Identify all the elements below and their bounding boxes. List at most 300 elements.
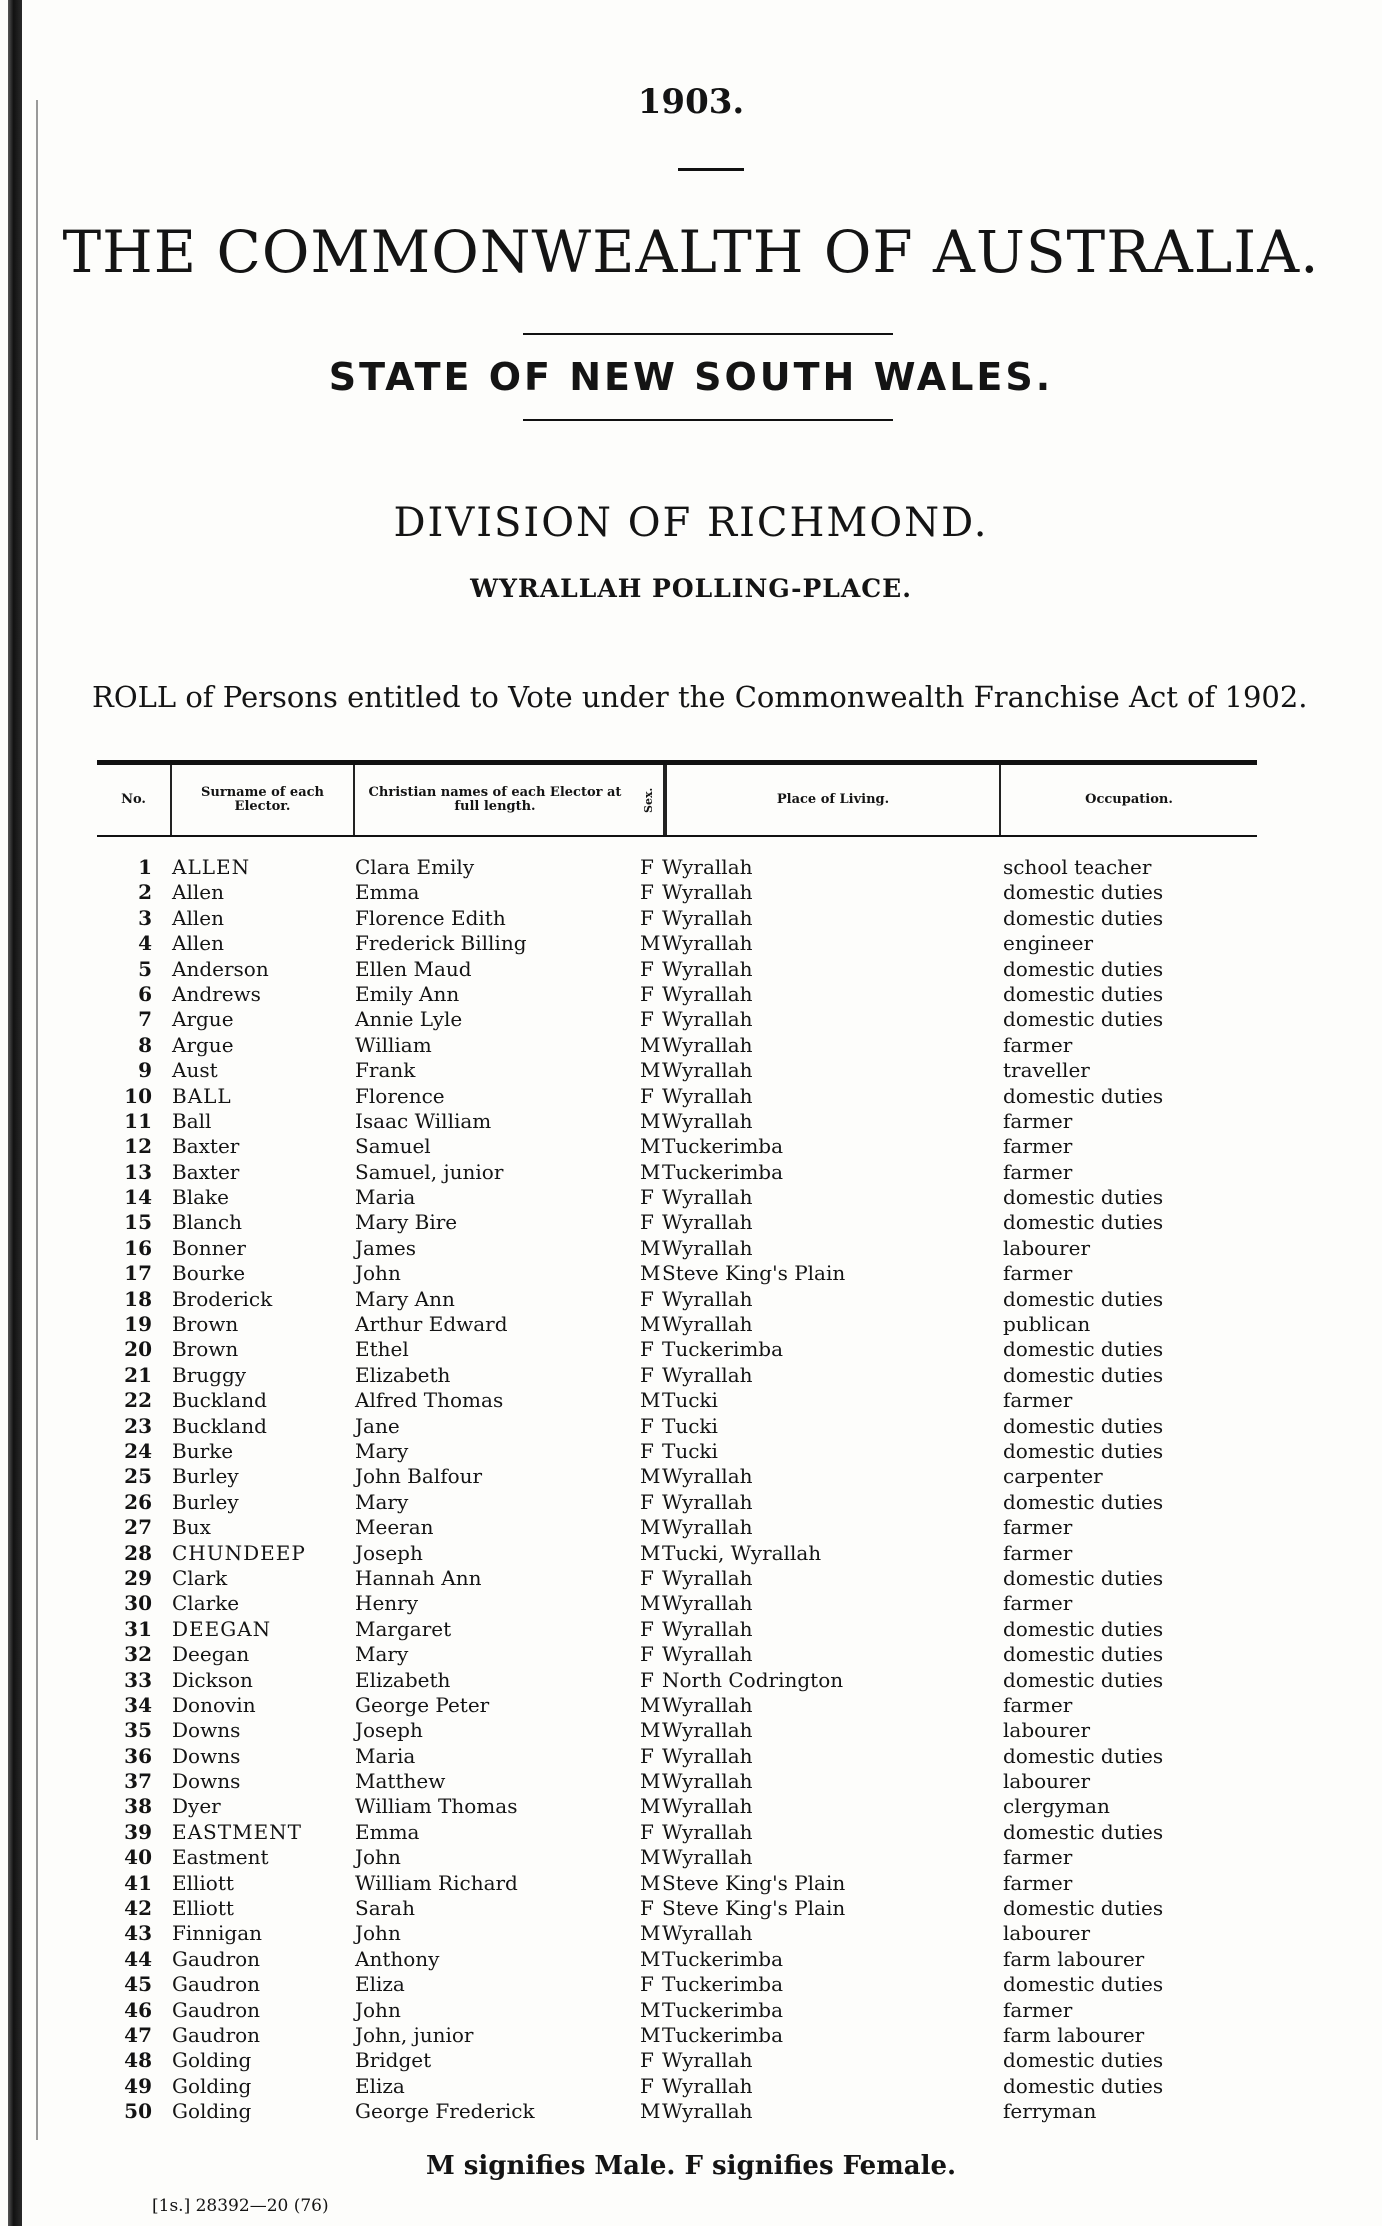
table-row	[0, 855, 1382, 880]
row-christian-names: Ellen Maud	[355, 956, 472, 981]
row-place-of-living: Wyrallah	[662, 1464, 753, 1489]
row-surname: Aust	[172, 1058, 218, 1083]
row-sex: F	[640, 1362, 654, 1387]
row-surname: Anderson	[172, 956, 269, 981]
row-christian-names: Clara Emily	[355, 855, 475, 879]
row-sex: F	[640, 1819, 654, 1844]
row-surname: Allen	[172, 880, 224, 905]
row-surname: Blake	[172, 1185, 229, 1210]
row-christian-names: Samuel, junior	[355, 1159, 504, 1184]
row-place-of-living: Steve King's Plain	[662, 1870, 846, 1895]
row-christian-names: John	[355, 1261, 401, 1286]
row-place-of-living: Tuckerimba	[662, 1134, 784, 1159]
row-no: 33	[124, 1667, 152, 1692]
row-surname: Brown	[172, 1312, 239, 1337]
row-no: 46	[124, 1997, 152, 2022]
row-no: 48	[124, 2048, 152, 2073]
table-row	[0, 1388, 1382, 1413]
row-place-of-living: Wyrallah	[662, 1210, 753, 1235]
row-surname: Elliott	[172, 1896, 234, 1921]
row-christian-names: Elizabeth	[355, 1667, 451, 1692]
row-place-of-living: Wyrallah	[662, 1489, 753, 1514]
row-place-of-living: Wyrallah	[662, 1362, 753, 1387]
table-row	[0, 906, 1382, 931]
row-surname: Brown	[172, 1337, 239, 1362]
row-no: 36	[124, 1743, 152, 1768]
row-christian-names: William Richard	[355, 1870, 518, 1895]
row-occupation: domestic duties	[1003, 880, 1164, 905]
row-christian-names: Alfred Thomas	[355, 1388, 504, 1413]
table-row	[0, 1794, 1382, 1819]
row-occupation: engineer	[1003, 931, 1094, 956]
row-occupation: domestic duties	[1003, 1185, 1164, 1210]
row-surname: Dickson	[172, 1667, 253, 1692]
row-sex: F	[640, 1489, 654, 1514]
row-no: 49	[124, 2073, 152, 2098]
row-no: 35	[124, 1718, 152, 1743]
row-surname: Downs	[172, 1769, 241, 1794]
row-place-of-living: Wyrallah	[662, 1032, 753, 1057]
row-no: 15	[124, 1210, 152, 1235]
row-place-of-living: Tuckerimba	[662, 1159, 784, 1184]
roll-title: ROLL of Persons entitled to Vote under the Commonwealth Franchise Act of 1902.	[92, 680, 1308, 714]
row-no: 44	[124, 1946, 152, 1971]
row-no: 37	[124, 1769, 152, 1794]
row-place-of-living: Wyrallah	[662, 2048, 753, 2073]
row-no: 17	[124, 1261, 152, 1286]
row-christian-names: William Thomas	[355, 1794, 518, 1819]
row-sex: M	[640, 1261, 661, 1286]
row-place-of-living: Wyrallah	[662, 855, 753, 879]
table-row	[0, 1591, 1382, 1616]
row-no: 31	[124, 1616, 152, 1641]
row-no: 10	[124, 1083, 152, 1108]
table-row	[0, 1972, 1382, 1997]
row-sex: F	[640, 1667, 654, 1692]
row-christian-names: Anthony	[355, 1946, 440, 1971]
table-row	[0, 1718, 1382, 1743]
row-place-of-living: Tuckerimba	[662, 1946, 784, 1971]
row-no: 19	[124, 1312, 152, 1337]
row-no: 26	[124, 1489, 152, 1514]
row-sex: F	[640, 1896, 654, 1921]
row-place-of-living: Wyrallah	[662, 1743, 753, 1768]
sex-legend: M signifies Male. F signifies Female.	[425, 2151, 957, 2181]
row-no: 5	[138, 956, 152, 981]
row-occupation: farmer	[1003, 1540, 1073, 1565]
row-occupation: school teacher	[1003, 855, 1152, 879]
row-place-of-living: Wyrallah	[662, 1312, 753, 1337]
row-sex: M	[640, 2099, 661, 2124]
rule-above-state	[523, 333, 893, 335]
row-occupation: farmer	[1003, 1134, 1073, 1159]
row-surname: Elliott	[172, 1870, 234, 1895]
row-occupation: farmer	[1003, 1591, 1073, 1616]
row-christian-names: Emma	[355, 880, 420, 905]
row-occupation: domestic duties	[1003, 1642, 1164, 1667]
row-sex: M	[640, 931, 661, 956]
row-no: 20	[124, 1337, 152, 1362]
row-christian-names: Mary	[355, 1438, 409, 1463]
row-occupation: domestic duties	[1003, 1896, 1164, 1921]
row-no: 25	[124, 1464, 152, 1489]
row-surname: Broderick	[172, 1286, 273, 1311]
row-surname: Ball	[172, 1108, 212, 1133]
table-row	[0, 1084, 1382, 1109]
row-occupation: domestic duties	[1003, 1438, 1164, 1463]
row-surname: Gaudron	[172, 1972, 261, 1997]
row-sex: M	[640, 1591, 661, 1616]
row-no: 16	[124, 1235, 152, 1260]
row-sex: F	[640, 880, 654, 905]
row-christian-names: Isaac William	[355, 1108, 492, 1133]
row-occupation: publican	[1003, 1312, 1091, 1337]
row-christian-names: Emma	[355, 1819, 420, 1844]
row-christian-names: Meeran	[355, 1515, 434, 1540]
row-place-of-living: Wyrallah	[662, 1845, 753, 1870]
table-row	[0, 1058, 1382, 1083]
row-christian-names: Margaret	[355, 1616, 452, 1641]
row-sex: F	[640, 981, 654, 1006]
row-place-of-living: Tuckerimba	[662, 1972, 784, 1997]
row-christian-names: Matthew	[355, 1769, 446, 1794]
row-surname: CHUNDEEP	[172, 1540, 306, 1565]
row-surname: DEEGAN	[172, 1616, 272, 1641]
table-row	[0, 1845, 1382, 1870]
row-surname: ALLEN	[172, 855, 251, 879]
row-place-of-living: Wyrallah	[662, 1921, 753, 1946]
row-place-of-living: Wyrallah	[662, 931, 753, 956]
row-sex: M	[640, 2022, 661, 2047]
rule-under-year	[678, 168, 744, 171]
row-place-of-living: Wyrallah	[662, 1794, 753, 1819]
row-place-of-living: Wyrallah	[662, 1108, 753, 1133]
table-row	[0, 1998, 1382, 2023]
table-row	[0, 1744, 1382, 1769]
row-christian-names: Eliza	[355, 1972, 405, 1997]
row-no: 22	[124, 1388, 152, 1413]
col-header-no: No.	[121, 792, 146, 807]
row-surname: Burley	[172, 1464, 239, 1489]
row-sex: M	[640, 1388, 661, 1413]
row-occupation: domestic duties	[1003, 1616, 1164, 1641]
row-place-of-living: Wyrallah	[662, 1083, 753, 1108]
row-sex: F	[640, 1616, 654, 1641]
row-surname: Clarke	[172, 1591, 240, 1616]
row-no: 21	[124, 1362, 152, 1387]
row-occupation: domestic duties	[1003, 1413, 1164, 1438]
row-occupation: carpenter	[1003, 1464, 1103, 1489]
row-no: 9	[138, 1058, 152, 1083]
row-christian-names: Mary Bire	[355, 1210, 458, 1235]
table-row	[0, 1921, 1382, 1946]
row-sex: M	[640, 1159, 661, 1184]
row-sex: M	[640, 1032, 661, 1057]
row-place-of-living: Steve King's Plain	[662, 1261, 846, 1286]
row-christian-names: Maria	[355, 1743, 416, 1768]
row-sex: M	[640, 1312, 661, 1337]
row-surname: Donovin	[172, 1692, 256, 1717]
row-sex: F	[640, 1743, 654, 1768]
row-christian-names: Mary	[355, 1642, 409, 1667]
row-sex: F	[640, 1438, 654, 1463]
row-sex: M	[640, 1464, 661, 1489]
row-no: 41	[124, 1870, 152, 1895]
row-sex: M	[640, 1692, 661, 1717]
table-row	[0, 982, 1382, 1007]
row-christian-names: John, junior	[355, 2022, 474, 2047]
row-christian-names: Sarah	[355, 1896, 415, 1921]
row-sex: M	[640, 1921, 661, 1946]
table-row	[0, 1566, 1382, 1591]
table-row	[0, 1210, 1382, 1235]
row-no: 24	[124, 1438, 152, 1463]
row-occupation: labourer	[1003, 1921, 1091, 1946]
row-occupation: farmer	[1003, 1108, 1073, 1133]
table-row	[0, 2048, 1382, 2073]
row-surname: EASTMENT	[172, 1819, 303, 1844]
row-surname: Finnigan	[172, 1921, 263, 1946]
row-sex: F	[640, 855, 654, 879]
row-occupation: traveller	[1003, 1058, 1090, 1083]
row-christian-names: Hannah Ann	[355, 1565, 482, 1590]
row-christian-names: Bridget	[355, 2048, 432, 2073]
row-christian-names: Arthur Edward	[355, 1312, 508, 1337]
row-no: 3	[138, 905, 152, 930]
row-occupation: domestic duties	[1003, 2073, 1164, 2098]
row-no: 8	[138, 1032, 152, 1057]
row-no: 45	[124, 1972, 152, 1997]
row-christian-names: Mary	[355, 1489, 409, 1514]
table-row	[0, 1134, 1382, 1159]
row-no: 29	[124, 1565, 152, 1590]
table-row	[0, 2099, 1382, 2124]
row-occupation: domestic duties	[1003, 1083, 1164, 1108]
row-no: 12	[124, 1134, 152, 1159]
row-no: 39	[124, 1819, 152, 1844]
row-no: 27	[124, 1515, 152, 1540]
row-no: 28	[124, 1540, 152, 1565]
row-occupation: farmer	[1003, 1515, 1073, 1540]
row-occupation: domestic duties	[1003, 1337, 1164, 1362]
row-christian-names: Frederick Billing	[355, 931, 527, 956]
table-row	[0, 1236, 1382, 1261]
table-row	[0, 1337, 1382, 1362]
row-christian-names: Florence	[355, 1083, 445, 1108]
row-sex: F	[640, 1185, 654, 1210]
row-no: 4	[138, 931, 152, 956]
table-row	[0, 1871, 1382, 1896]
row-occupation: farmer	[1003, 1159, 1073, 1184]
row-no: 13	[124, 1159, 152, 1184]
table-row	[0, 1769, 1382, 1794]
row-occupation: domestic duties	[1003, 1210, 1164, 1235]
row-occupation: ferryman	[1003, 2099, 1097, 2124]
table-row	[0, 1464, 1382, 1489]
row-occupation: labourer	[1003, 1235, 1091, 1260]
col-header-christian: Christian names of each Elector at full length.	[353, 765, 635, 835]
col-header-occupation: Occupation.	[999, 765, 1257, 835]
row-sex: F	[640, 1972, 654, 1997]
row-occupation: domestic duties	[1003, 1286, 1164, 1311]
row-surname: Downs	[172, 1743, 241, 1768]
table-row	[0, 1668, 1382, 1693]
row-sex: M	[640, 1870, 661, 1895]
row-occupation: domestic duties	[1003, 1667, 1164, 1692]
row-surname: Allen	[172, 905, 224, 930]
row-christian-names: John Balfour	[355, 1464, 483, 1489]
row-place-of-living: Wyrallah	[662, 1692, 753, 1717]
table-row	[0, 2023, 1382, 2048]
row-occupation: farmer	[1003, 1032, 1073, 1057]
row-place-of-living: Wyrallah	[662, 1235, 753, 1260]
row-place-of-living: Wyrallah	[662, 1185, 753, 1210]
row-surname: Golding	[172, 2048, 252, 2073]
row-sex: M	[640, 1134, 661, 1159]
row-sex: M	[640, 1794, 661, 1819]
row-surname: Argue	[172, 1007, 234, 1032]
row-surname: Gaudron	[172, 1946, 261, 1971]
row-no: 11	[124, 1108, 152, 1133]
table-row	[0, 2074, 1382, 2099]
row-no: 34	[124, 1692, 152, 1717]
row-no: 30	[124, 1591, 152, 1616]
row-place-of-living: Tuckerimba	[662, 1337, 784, 1362]
row-sex: M	[640, 1108, 661, 1133]
row-christian-names: Maria	[355, 1185, 416, 1210]
row-no: 6	[138, 981, 152, 1006]
row-christian-names: James	[355, 1235, 417, 1260]
row-place-of-living: Wyrallah	[662, 981, 753, 1006]
row-christian-names: Eliza	[355, 2073, 405, 2098]
row-sex: M	[640, 1058, 661, 1083]
row-no: 14	[124, 1185, 152, 1210]
table-row	[0, 1312, 1382, 1337]
row-sex: F	[640, 1210, 654, 1235]
row-surname: Bonner	[172, 1235, 246, 1260]
row-occupation: domestic duties	[1003, 1007, 1164, 1032]
row-sex: F	[640, 1413, 654, 1438]
row-place-of-living: North Codrington	[662, 1667, 844, 1692]
table-row	[0, 1541, 1382, 1566]
row-place-of-living: Wyrallah	[662, 1616, 753, 1641]
row-occupation: domestic duties	[1003, 1565, 1164, 1590]
row-surname: Deegan	[172, 1642, 250, 1667]
table-row	[0, 931, 1382, 956]
table-row	[0, 957, 1382, 982]
row-place-of-living: Wyrallah	[662, 2073, 753, 2098]
row-occupation: domestic duties	[1003, 956, 1164, 981]
row-no: 40	[124, 1845, 152, 1870]
row-christian-names: Frank	[355, 1058, 416, 1083]
row-occupation: farmer	[1003, 1997, 1073, 2022]
row-christian-names: Henry	[355, 1591, 419, 1616]
row-place-of-living: Tuckerimba	[662, 2022, 784, 2047]
table-row	[0, 1642, 1382, 1667]
row-no: 18	[124, 1286, 152, 1311]
row-surname: Argue	[172, 1032, 234, 1057]
table-row	[0, 1896, 1382, 1921]
row-surname: Gaudron	[172, 2022, 261, 2047]
table-row	[0, 1947, 1382, 1972]
table-row	[0, 1261, 1382, 1286]
table-row	[0, 1414, 1382, 1439]
row-sex: M	[640, 1515, 661, 1540]
row-no: 2	[138, 880, 152, 905]
row-no: 1	[138, 855, 152, 879]
col-header-place: Place of Living.	[665, 765, 999, 835]
row-occupation: domestic duties	[1003, 1489, 1164, 1514]
row-surname: Burke	[172, 1438, 234, 1463]
row-occupation: farm labourer	[1003, 2022, 1145, 2047]
row-christian-names: Mary Ann	[355, 1286, 455, 1311]
division-heading: DIVISION OF RICHMOND.	[393, 500, 989, 546]
row-place-of-living: Tucki	[662, 1388, 718, 1413]
row-no: 23	[124, 1413, 152, 1438]
row-no: 47	[124, 2022, 152, 2047]
row-surname: Gaudron	[172, 1997, 261, 2022]
row-christian-names: Annie Lyle	[355, 1007, 463, 1032]
row-place-of-living: Wyrallah	[662, 1286, 753, 1311]
row-christian-names: Joseph	[355, 1718, 423, 1743]
row-sex: F	[640, 1007, 654, 1032]
row-surname: Dyer	[172, 1794, 221, 1819]
row-no: 42	[124, 1896, 152, 1921]
row-occupation: farmer	[1003, 1845, 1073, 1870]
state-heading: STATE OF NEW SOUTH WALES.	[328, 355, 1054, 399]
row-christian-names: Emily Ann	[355, 981, 460, 1006]
row-occupation: domestic duties	[1003, 1972, 1164, 1997]
table-header	[97, 760, 1257, 837]
row-surname: Bruggy	[172, 1362, 247, 1387]
row-place-of-living: Wyrallah	[662, 1642, 753, 1667]
row-sex: M	[640, 1997, 661, 2022]
row-place-of-living: Steve King's Plain	[662, 1896, 846, 1921]
row-surname: Bourke	[172, 1261, 246, 1286]
row-surname: Blanch	[172, 1210, 242, 1235]
row-place-of-living: Wyrallah	[662, 1718, 753, 1743]
row-occupation: domestic duties	[1003, 1743, 1164, 1768]
row-surname: Clark	[172, 1565, 228, 1590]
row-occupation: domestic duties	[1003, 981, 1164, 1006]
table-row	[0, 1515, 1382, 1540]
table-row	[0, 1820, 1382, 1845]
row-christian-names: John	[355, 1845, 401, 1870]
row-christian-names: William	[355, 1032, 432, 1057]
row-sex: M	[640, 1769, 661, 1794]
row-surname: Andrews	[172, 981, 261, 1006]
row-occupation: clergyman	[1003, 1794, 1110, 1819]
row-sex: M	[640, 1235, 661, 1260]
row-place-of-living: Wyrallah	[662, 956, 753, 981]
row-place-of-living: Wyrallah	[662, 880, 753, 905]
row-place-of-living: Wyrallah	[662, 1515, 753, 1540]
table-row	[0, 1439, 1382, 1464]
row-place-of-living: Wyrallah	[662, 905, 753, 930]
table-row	[0, 1617, 1382, 1642]
row-surname: Baxter	[172, 1159, 240, 1184]
table-row	[0, 1007, 1382, 1032]
commonwealth-title: THE COMMONWEALTH OF AUSTRALIA.	[62, 218, 1320, 286]
row-sex: F	[640, 1083, 654, 1108]
row-christian-names: Elizabeth	[355, 1362, 451, 1387]
row-place-of-living: Wyrallah	[662, 2099, 753, 2124]
row-place-of-living: Tucki	[662, 1413, 718, 1438]
row-occupation: domestic duties	[1003, 1819, 1164, 1844]
row-surname: Buckland	[172, 1388, 267, 1413]
row-christian-names: Jane	[355, 1413, 400, 1438]
row-surname: Downs	[172, 1718, 241, 1743]
